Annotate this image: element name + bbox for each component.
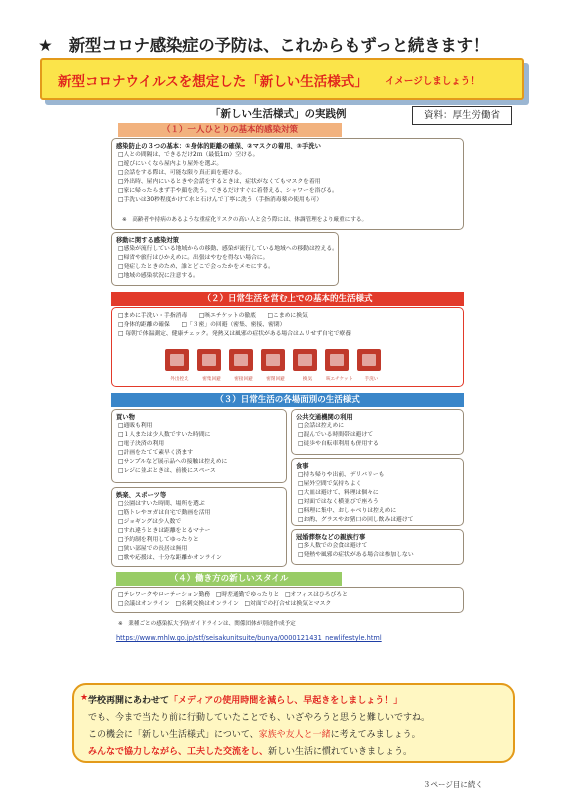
list-item: □徒歩や自転車利用も併用する (298, 441, 379, 447)
school-message-box (72, 683, 515, 763)
stay-home-icon (165, 349, 189, 371)
list-item: □テレワークやローテーション勤務 □時差通勤でゆったりと □オフィスはひろびろと (118, 592, 348, 598)
leisure-box (111, 487, 287, 567)
list-item: □電子決済の利用 (118, 441, 165, 447)
shopping-box (111, 409, 287, 483)
pictogram-row (165, 349, 415, 377)
tip-line-3 (88, 727, 421, 740)
section-1-heading: （１）一人ひとりの基本的感染対策 (118, 123, 342, 137)
pictogram-label: 手洗い (364, 377, 379, 382)
list-item: □予約制を利用してゆったりと (118, 537, 199, 543)
work-style-box (111, 587, 464, 613)
hand-wash-icon (357, 349, 381, 371)
closed-space-icon (261, 349, 285, 371)
list-item: □レジに並ぶときは、前後にスペース (118, 468, 216, 474)
list-item: □まめに手洗い・手指消毒 □咳エチケットの徹底 □こまめに換気 (118, 313, 308, 319)
list-item: □すれ違うときは距離をとるマナー (118, 528, 211, 534)
tip-highlight: 家族や友人と一緒 (258, 730, 331, 740)
tip-line-4 (88, 744, 412, 757)
tip-text: この機会に「新しい生活様式」 (88, 730, 215, 740)
list-item: □歌や応援は、十分な距離かオンライン (118, 555, 222, 561)
banner-sub-text: イメージしましょう！ (385, 76, 480, 87)
tip-line-1 (88, 693, 402, 706)
list-item: □地域の感染状況に注意する。 (118, 273, 199, 279)
list-item: □ 毎朝で体温測定、健康チェック。発熱又は風邪の症状がある場合はムリせず自宅で療養 (118, 331, 351, 337)
pictogram-label: 咳エチケット (325, 377, 354, 382)
examples-subtitle: 「新しい生活様式」の実践例 (210, 108, 347, 120)
pictogram-label: 密接回避 (234, 377, 253, 382)
section-4-heading: （４）働き方の新しいスタイル (116, 572, 342, 586)
basic-measures-note: ※ 高齢者や持病のあるような重症化リスクの高い人と会う際には、体調管理をより厳重にする。 (122, 217, 368, 223)
list-item: □帰省や旅行はひかえめに。出張はやむを得ない場合に。 (118, 255, 269, 261)
headline-banner (40, 58, 524, 100)
crowd-icon (197, 349, 221, 371)
meals-heading: 食事 (296, 463, 309, 470)
list-item: □屋外空間で気持ちよく (298, 481, 362, 487)
star-icon: ★ (80, 693, 89, 703)
list-item: □多人数での会食は避けて (298, 543, 368, 549)
source-label: 資料：厚生労働省 (412, 106, 512, 125)
list-item: □計画をたてて素早く済ます (118, 450, 194, 456)
pictogram-label: 密集回避 (202, 377, 221, 382)
list-item: □発熱や風邪の症状がある場合は参加しない (298, 552, 414, 558)
tip-text: 新しい生活に慣れていきましょう。 (268, 747, 413, 757)
meals-box (291, 458, 464, 526)
mhlw-link[interactable]: https://www.mhlw.go.jp/stf/seisakunitsuite/bunya/0000121431_newlifestyle.html (116, 634, 382, 642)
list-item: □サンプルなど展示品への接触は控えめに (118, 459, 228, 465)
pictogram-label: 換気 (302, 377, 313, 382)
pictogram-labels (165, 376, 425, 382)
list-item: □外出時、屋内にいるときや会話をするときは、症状がなくてもマスクを着用 (118, 179, 321, 185)
guideline-note: ※ 業種ごとの感染拡大予防ガイドラインは、関係団体が別途作成予定 (118, 621, 296, 627)
list-item: □身体的距離の確保 □「３密」の回避（密集、密接、密閉） (118, 322, 286, 328)
list-item: □会話をする際は、可能な限り真正面を避ける。 (118, 170, 246, 176)
list-item: □混んでいる時間帯は避けて (298, 432, 374, 438)
tip-highlight: みんなで協力しながら、工夫した交流をし、 (88, 747, 269, 757)
cough-etiquette-icon (325, 349, 349, 371)
list-item: □料理に集中、おしゃべりは控えめに (298, 508, 397, 514)
list-item: □持ち帰りや出前、デリバリーも (298, 472, 385, 478)
close-contact-icon (229, 349, 253, 371)
tip-text: について、 (214, 730, 259, 740)
tip-highlight: 「メディアの使用時間を減らし、早起きをしましょう！」 (169, 696, 403, 706)
banner-main-text: 新型コロナウイルスを想定した「新しい生活様式」 (58, 74, 368, 90)
list-item: □筋トレやヨガは自宅で動画を活用 (118, 510, 211, 516)
tip-line-2: でも、今まで当たり前に行動していたことでも、いざやろうと思うと難しいですね。 (88, 713, 431, 723)
list-item: □ジョギングは少人数で (118, 519, 182, 525)
section-2-heading: （２）日常生活を営む上での基本的生活様式 (111, 292, 464, 306)
list-item: □感染が流行している地域からの移動、感染が流行している地域への移動は控える。 (118, 246, 338, 252)
transit-box (291, 409, 464, 455)
leisure-heading: 娯楽、スポーツ等 (116, 492, 167, 499)
transit-heading: 公共交通機関の利用 (296, 414, 353, 421)
list-item: □人との間隔は、できるだけ2ｍ（最低1ｍ）空ける。 (118, 152, 259, 158)
list-item: □遊びにいくなら屋内より屋外を選ぶ。 (118, 161, 223, 167)
list-item: □お酌、グラスやお猪口の回し飲みは避けて (298, 517, 414, 523)
list-item: □公園はすいた時間、場所を選ぶ (118, 501, 205, 507)
basic-measures-box (111, 138, 464, 230)
list-item: □会議はオンライン □名刺交換はオンライン □対面での打合せは換気とマスク (118, 601, 332, 607)
list-item: □１人または少人数ですいた時間に (118, 432, 211, 438)
pictogram-label: 外出控え (170, 377, 189, 382)
ceremony-heading: 冠婚葬祭などの親族行事 (296, 534, 366, 541)
list-item: □狭い部屋での長居は無用 (118, 546, 188, 552)
shopping-heading: 買い物 (116, 414, 135, 421)
travel-measures-heading: 移動に関する感染対策 (116, 237, 179, 244)
list-item: □会話は控えめに (298, 423, 345, 429)
tip-text: 学校再開にあわせて (88, 696, 170, 706)
list-item: □家に帰ったらまず手や顔を洗う。できるだけすぐに着替える、シャワーを浴びる。 (118, 188, 338, 194)
section-3-heading: （３）日常生活の各場面別の生活様式 (111, 393, 464, 407)
list-item: □対面ではなく横並びで座ろう (298, 499, 379, 505)
travel-measures-box (111, 232, 339, 286)
list-item: □通販も利用 (118, 423, 153, 429)
basic-measures-heading: 感染防止の３つの基本：①身体的距離の確保、②マスクの着用、③手洗い (116, 143, 321, 150)
pictogram-label: 密閉回避 (266, 377, 285, 382)
list-item: □手洗いは30秒程度かけて水と石けんで丁寧に洗う（手指消毒薬の使用も可） (118, 197, 323, 203)
ventilation-icon (293, 349, 317, 371)
page-title: ★ 新型コロナ感染症の予防は、これからもずっと続きます！ (38, 36, 489, 55)
list-item: □大皿は避けて、料理は個々に (298, 490, 379, 496)
continue-note: ３ページ目に続く (423, 780, 483, 789)
tip-text: に考えてみましょう。 (330, 730, 421, 740)
ceremony-box (291, 529, 464, 565)
list-item: □発症したときのため、誰とどこで会ったかをメモにする。 (118, 264, 274, 270)
